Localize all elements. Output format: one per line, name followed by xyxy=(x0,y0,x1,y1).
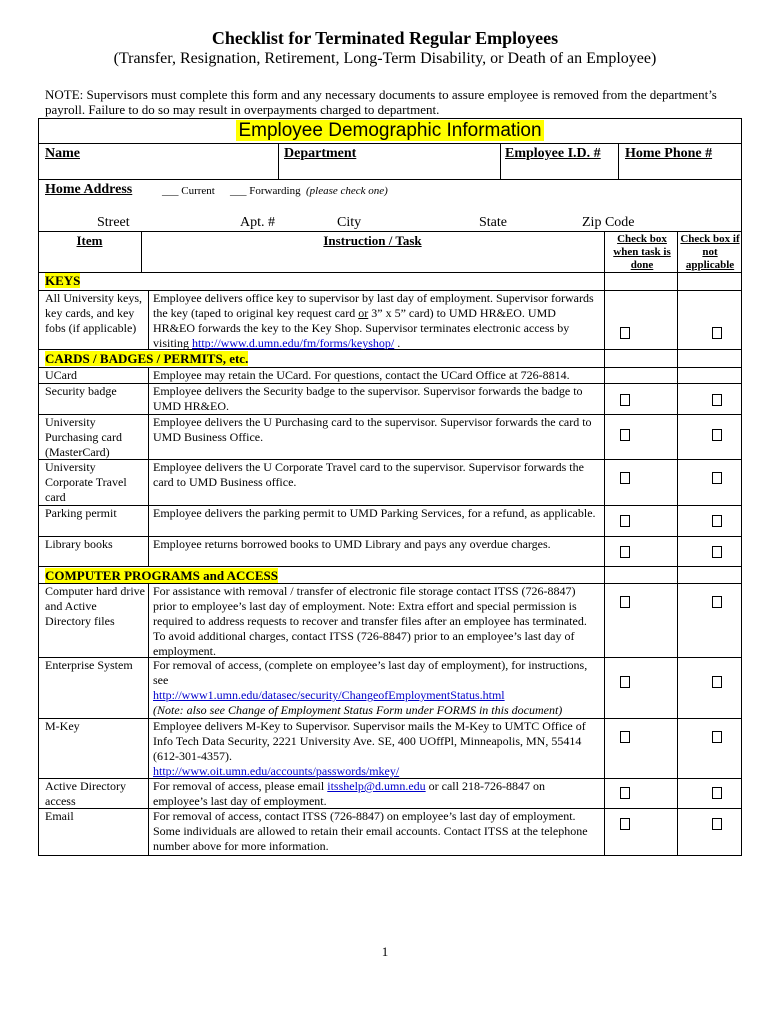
zip-label: Zip Code xyxy=(582,215,635,230)
item-keys: All University keys, key cards, and key fobs (if applicable) xyxy=(45,291,142,335)
check-one-hint: (please check one) xyxy=(306,185,388,197)
na-checkbox-email[interactable] xyxy=(712,818,722,830)
done-checkbox-parking-permit[interactable] xyxy=(620,515,630,527)
done-checkbox-security-badge[interactable] xyxy=(620,394,630,406)
done-checkbox-keys[interactable] xyxy=(620,327,630,339)
instruction-header: Instruction / Task xyxy=(323,233,422,248)
divider xyxy=(38,566,742,567)
na-checkbox-keys[interactable] xyxy=(712,327,722,339)
item-email: Email xyxy=(45,809,74,823)
na-checkbox-purchasing-card[interactable] xyxy=(712,429,722,441)
instruction-hard-drive: For assistance with removal / transfer of electronic file storage contact ITSS (726-8847) prior to employee’s last day of employment. Note: Extra effort and special permission is required to address requests to recover and transfer files after an employee has terminated. To avoid additional charges, contact ITSS (726-8847) prior to an employee’s last day of employment. xyxy=(153,584,587,658)
instruction-m-key xyxy=(153,719,598,779)
mkey-link[interactable]: http://www.oit.umn.edu/accounts/passwords/mkey/ xyxy=(153,764,400,778)
instruction-library-books: Employee returns borrowed books to UMD Library and pays any overdue charges. xyxy=(153,537,551,551)
item-parking-permit: Parking permit xyxy=(45,506,117,520)
instruction-travel-card: Employee delivers the U Corporate Travel card to the supervisor. Supervisor forwards the card to UMD Business office. xyxy=(153,460,584,489)
na-checkbox-library-books[interactable] xyxy=(712,546,722,558)
apt-label: Apt. # xyxy=(240,215,275,230)
instruction-security-badge: Employee delivers the Security badge to the supervisor. Supervisor forwards the badge to UMD HR&EO. xyxy=(153,384,583,413)
city-label: City xyxy=(337,215,362,230)
home-address-label: Home Address xyxy=(45,182,133,197)
item-enterprise-system: Enterprise System xyxy=(45,658,133,672)
section-keys: KEYS xyxy=(45,273,81,288)
page-subtitle: (Transfer, Resignation, Retirement, Long-Term Disability, or Death of an Employee) xyxy=(113,50,657,67)
demographic-section-label: Employee Demographic Information xyxy=(238,120,542,141)
change-of-employment-link[interactable]: http://www1.umn.edu/datasec/security/ChangeofEmploymentStatus.html xyxy=(153,688,505,702)
na-header: Check box if not applicable xyxy=(680,233,740,271)
item-library-books: Library books xyxy=(45,537,113,551)
instruction-text: 3” x 5” card) to UMD HR&EO. UMD HR&EO forwards the key to the Key Shop. Supervisor terminates electronic access by visiting xyxy=(153,306,570,350)
divider xyxy=(38,143,742,144)
done-checkbox-enterprise-system[interactable] xyxy=(620,676,630,688)
divider xyxy=(148,583,149,856)
divider xyxy=(38,231,742,232)
done-checkbox-travel-card[interactable] xyxy=(620,472,630,484)
instruction-purchasing-card: Employee delivers the U Purchasing card to the supervisor. Supervisor forwards the card to UMD Business Office. xyxy=(153,415,592,444)
done-checkbox-library-books[interactable] xyxy=(620,546,630,558)
na-checkbox-enterprise-system[interactable] xyxy=(712,676,722,688)
na-checkbox-hard-drive[interactable] xyxy=(712,596,722,608)
item-m-key: M-Key xyxy=(45,719,80,733)
instruction-text: For removal of access, (complete on employee’s last day of employment), for instructions, see xyxy=(153,658,588,687)
divider xyxy=(38,179,742,180)
divider xyxy=(38,272,742,273)
instruction-text: For removal of access, please email xyxy=(153,779,328,793)
na-checkbox-active-directory[interactable] xyxy=(712,787,722,799)
done-checkbox-email[interactable] xyxy=(620,818,630,830)
instruction-text: or call 218-726-8847 on employee’s last day of employment. xyxy=(153,779,545,808)
current-option[interactable]: ___ Current xyxy=(162,185,215,197)
instruction-parking-permit: Employee delivers the parking permit to UMD Parking Services, for a refund, as applicable. xyxy=(153,506,596,520)
instruction-ucard: Employee may retain the UCard. For questions, contact the UCard Office at 726-8814. xyxy=(153,368,570,382)
state-label: State xyxy=(479,215,507,230)
note-text: NOTE: Supervisors must complete this form and any necessary documents to assure employee is removed from the department’s payroll. Failure to do so may result in overpayments charged to department. xyxy=(45,87,717,117)
item-purchasing-card: University Purchasing card (MasterCard) xyxy=(45,415,122,459)
done-checkbox-m-key[interactable] xyxy=(620,731,630,743)
item-travel-card: University Corporate Travel card xyxy=(45,460,127,504)
page-number: 1 xyxy=(381,944,389,959)
done-checkbox-active-directory[interactable] xyxy=(620,787,630,799)
na-checkbox-m-key[interactable] xyxy=(712,731,722,743)
instruction-text: . xyxy=(394,336,401,350)
divider xyxy=(677,231,678,856)
instruction-active-directory xyxy=(153,779,598,809)
page-title: Checklist for Terminated Regular Employees xyxy=(211,28,559,48)
item-security-badge: Security badge xyxy=(45,384,117,398)
divider xyxy=(141,231,142,272)
item-hard-drive: Computer hard drive and Active Directory files xyxy=(45,584,145,628)
itsshelp-email-link[interactable]: itsshelp@d.umn.edu xyxy=(327,779,426,793)
instruction-text: Employee delivers office key to supervisor by last day of employment. Supervisor forwards the key (taped to original key request card xyxy=(153,291,594,320)
item-header: Item xyxy=(76,233,103,248)
divider xyxy=(604,231,605,856)
instruction-keys xyxy=(153,291,598,351)
instruction-text: or xyxy=(358,306,369,320)
home-phone-label: Home Phone # xyxy=(625,146,713,161)
instruction-text: Employee delivers M-Key to Supervisor. Supervisor mails the M-Key to UMTC Office of Info Tech Data Security, 2221 University Ave. SE, 400 UOffPl, Minneapolis, MN, 55414 (612-301-4357). xyxy=(153,719,586,763)
instruction-email: For removal of access, contact ITSS (726-8847) on employee’s last day of employment. Some individuals are allowed to retain their email accounts. Contact ITSS at the telephone number above for more information. xyxy=(153,809,588,853)
keyshop-link[interactable]: http://www.d.umn.edu/fm/forms/keyshop/ xyxy=(192,336,395,350)
instruction-enterprise-system xyxy=(153,658,598,718)
done-checkbox-purchasing-card[interactable] xyxy=(620,429,630,441)
divider xyxy=(618,143,619,179)
na-checkbox-travel-card[interactable] xyxy=(712,472,722,484)
divider xyxy=(278,143,279,179)
forwarding-option[interactable]: ___ Forwarding xyxy=(230,185,301,197)
instruction-note: (Note: also see Change of Employment Status Form under FORMS in this document) xyxy=(153,703,563,717)
divider xyxy=(148,290,149,349)
divider xyxy=(500,143,501,179)
item-active-directory: Active Directory access xyxy=(45,779,126,808)
item-ucard: UCard xyxy=(45,368,77,382)
street-label: Street xyxy=(97,215,130,230)
department-label: Department xyxy=(284,146,357,161)
demographic-section-title xyxy=(38,120,742,142)
na-checkbox-security-badge[interactable] xyxy=(712,394,722,406)
name-label: Name xyxy=(45,146,80,161)
employee-id-label: Employee I.D. # xyxy=(505,146,601,161)
done-checkbox-hard-drive[interactable] xyxy=(620,596,630,608)
section-computer: COMPUTER PROGRAMS and ACCESS xyxy=(45,568,278,583)
section-cards: CARDS / BADGES / PERMITS, etc. xyxy=(45,351,249,366)
na-checkbox-parking-permit[interactable] xyxy=(712,515,722,527)
divider xyxy=(38,349,742,350)
done-header: Check box when task is done xyxy=(613,233,671,271)
